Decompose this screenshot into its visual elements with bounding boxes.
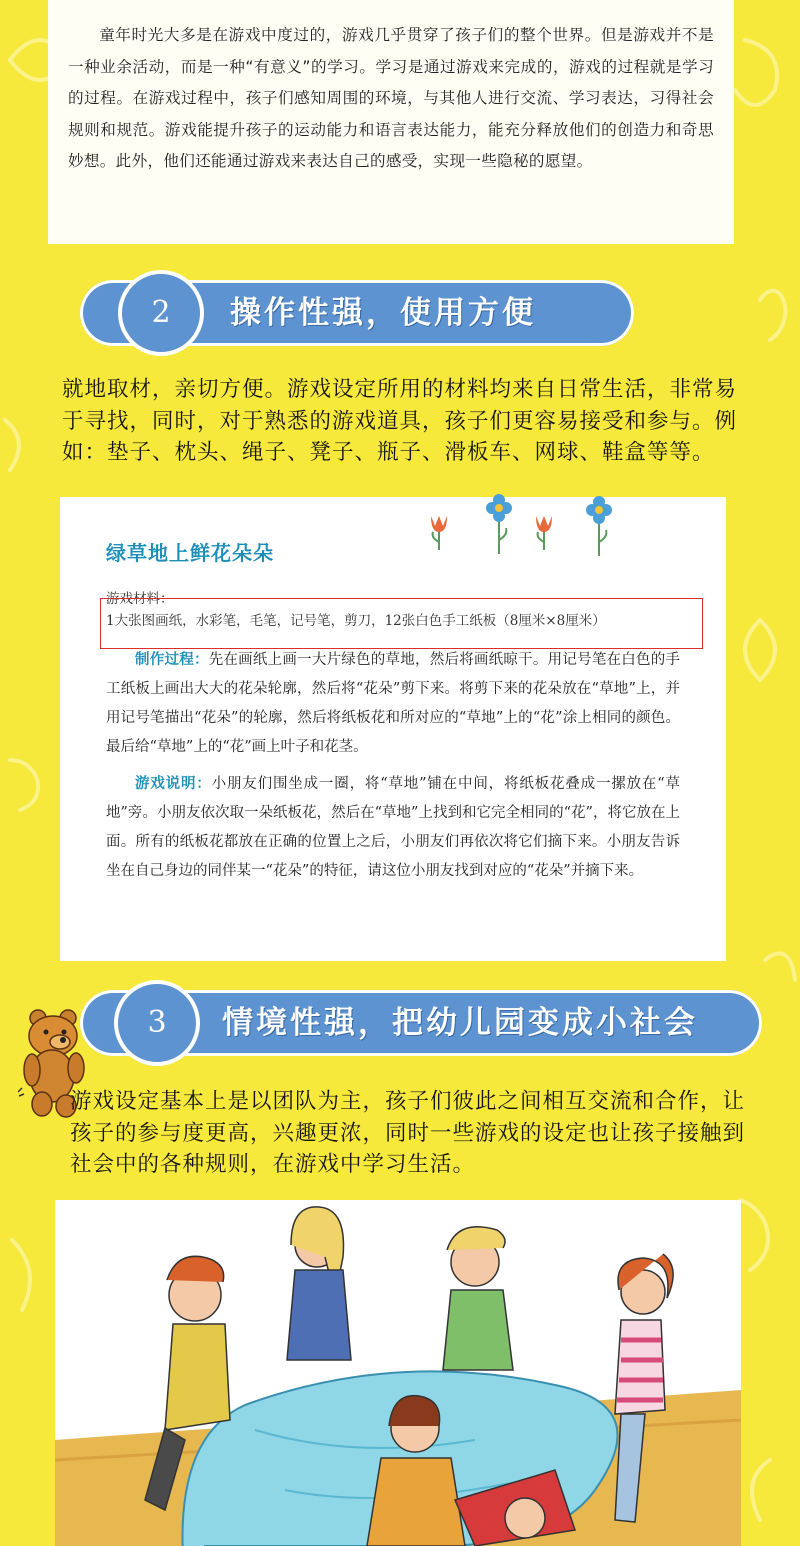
children-illustration <box>55 1200 741 1546</box>
intro-paragraph: 童年时光大多是在游戏中度过的，游戏几乎贯穿了孩子们的整个世界。但是游戏并不是一种业余活动，而是一种“有意义”的学习。学习是通过游戏来完成的，游戏的过程就是学习的过程。在游戏过程中，孩子们感知周围的环境，与其他人进行交流、学习表达，习得社会规则和规范。游戏能提升孩子的运动能力和语言表达能力，能充分释放他们的创造力和奇思妙想。此外，他们还能通过游戏来表达自己的感受，实现一些隐秘的愿望。 <box>68 26 714 170</box>
rules-paragraph <box>106 770 680 886</box>
section-3-body <box>70 1086 752 1181</box>
section-2-title: 操作性强，使用方便 <box>230 295 536 331</box>
rules-text: 小朋友们围坐成一圈，将“草地”铺在中间，将纸板花叠成一摞放在“草地”旁。小朋友依次取一朵纸板花，然后在“草地”上找到和它完全相同的“花”，将它放在上面。所有的纸板花都放在正确的位置上之后，小朋友们再依次将它们摘下来。小朋友告诉坐在自己身边的同伴某一“花朵”的特征，请这位小朋友找到对应的“花朵”并摘下来。 <box>106 776 680 879</box>
materials-value: 1大张图画纸，水彩笔，毛笔，记号笔，剪刀，12张白色手工纸板（8厘米×8厘米） <box>106 613 606 629</box>
section-2-paragraph: 就地取材，亲切方便。游戏设定所用的材料均来自日常生活，非常易于寻找，同时，对于熟悉的游戏道具，孩子们更容易接受和参与。例如：垫子、枕头、绳子、凳子、瓶子、滑板车、网球、鞋盒等等。 <box>62 377 738 465</box>
section-3-number-badge: 3 <box>114 980 200 1066</box>
rules-label: 游戏说明： <box>135 776 212 792</box>
section-2-body <box>62 374 752 469</box>
highlight-box <box>100 598 703 649</box>
flower-illustration-icon <box>414 490 624 560</box>
section-3-title: 情境性强，把幼儿园变成小社会 <box>222 1005 698 1041</box>
book-page-excerpt <box>60 497 726 961</box>
process-text: 先在画纸上画一大片绿色的草地，然后将画纸晾干。用记号笔在白色的手工纸板上画出大大的花朵轮廓，然后将“花朵”剪下来。将剪下来的花朵放在“草地”上，并用记号笔描出“花朵”的轮廓，然后将纸板花和所对应的“草地”上的“花”涂上相同的颜色。最后给“草地”上的“花”画上叶子和花茎。 <box>106 652 681 755</box>
children-playing-parachute-icon <box>55 1200 741 1546</box>
process-paragraph <box>106 646 680 762</box>
section-3-paragraph: 游戏设定基本上是以团队为主，孩子们彼此之间相互交流和合作，让孩子的参与度更高，兴趣更浓，同时一些游戏的设定也让孩子接触到社会中的各种规则，在游戏中学习生活。 <box>70 1089 746 1177</box>
process-label: 制作过程： <box>135 652 209 668</box>
intro-card <box>48 0 734 244</box>
book-page-title: 绿草地上鲜花朵朵 <box>106 541 274 565</box>
materials-label: 游戏材料： <box>106 591 174 607</box>
section-2-number-badge: 2 <box>118 270 204 356</box>
